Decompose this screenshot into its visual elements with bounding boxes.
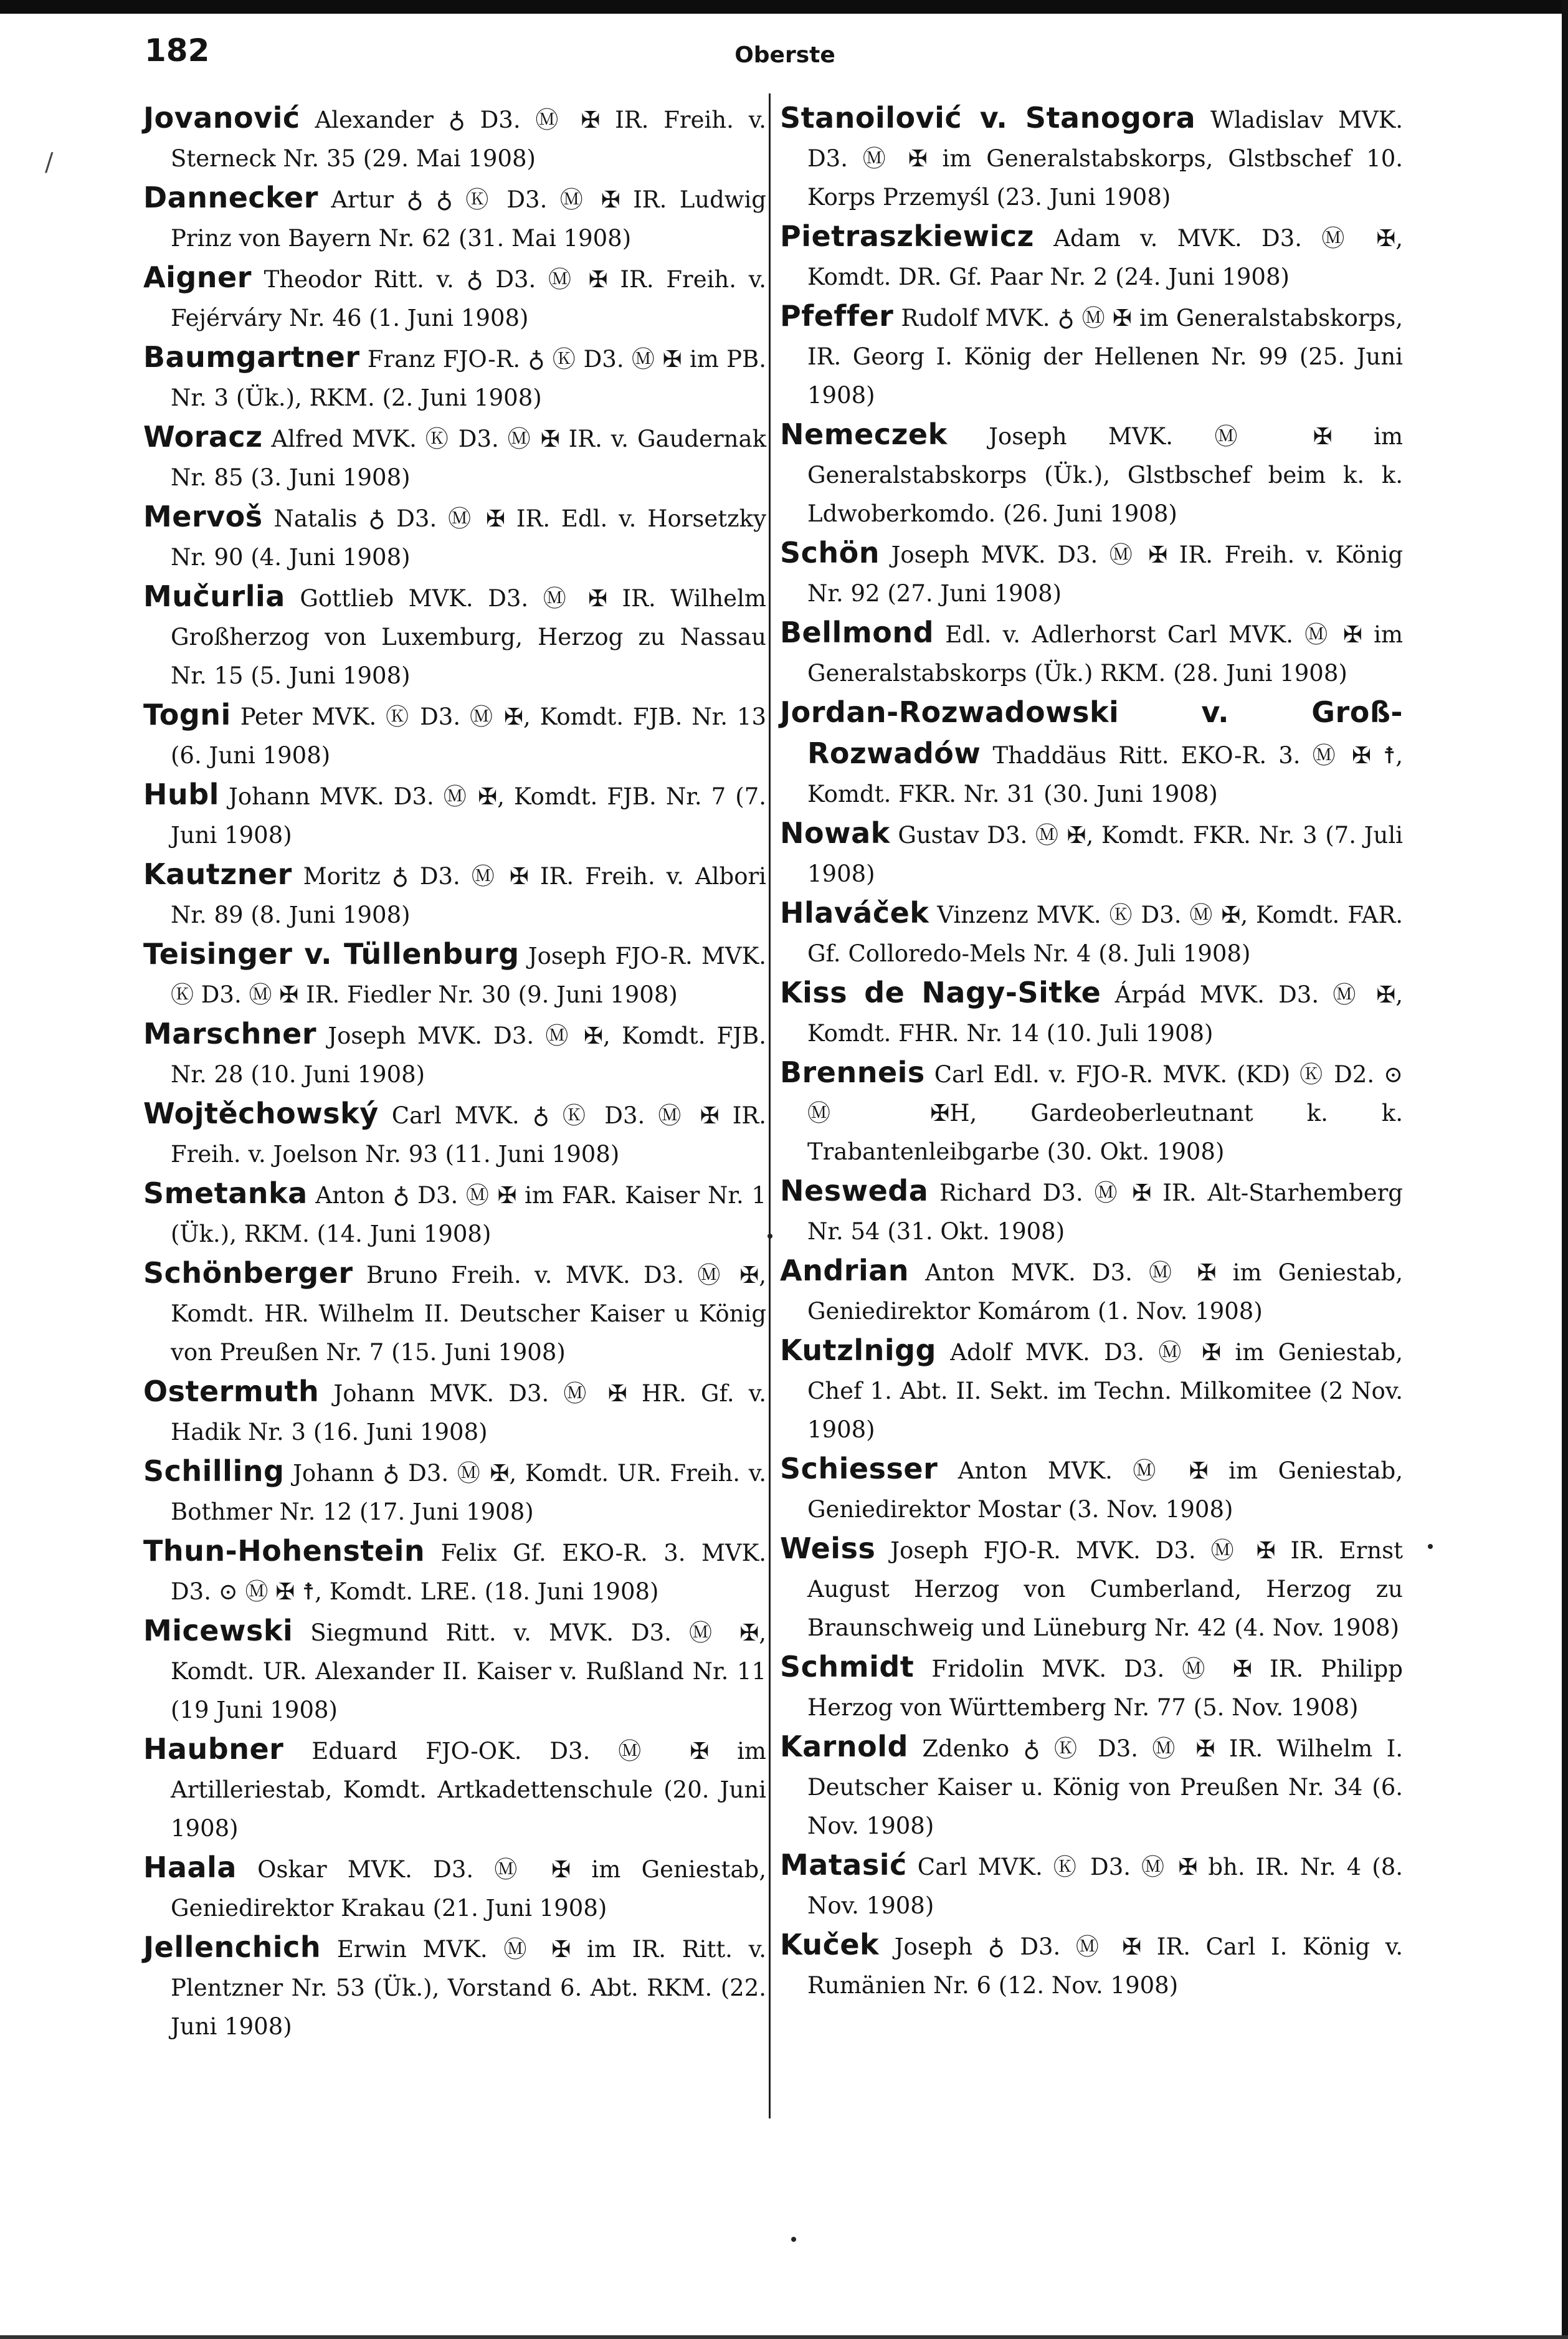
entry-text: Theodor Ritt. v. ♁ D3. Ⓜ ✠ IR. Freih. v. Fejérváry Nr. 46 (1. Juni 1908) [171, 266, 766, 331]
entry-text: Joseph MVK. D3. Ⓜ ✠ IR. Freih. v. König Nr. 92 (27. Juni 1908) [807, 541, 1403, 607]
left-column [143, 98, 766, 2046]
entry-text: Carl MVK. Ⓚ D3. Ⓜ ✠ bh. IR. Nr. 4 (8. Nov. 1908) [807, 1854, 1403, 1919]
register-entry [780, 973, 1403, 1053]
register-entry [780, 1846, 1403, 1925]
entry-text: Richard D3. Ⓜ ✠ IR. Alt-Starhemberg Nr. 54 (31. Okt. 1908) [807, 1179, 1403, 1245]
entry-name: Haala [143, 1851, 237, 1884]
entry-text: Gustav D3. Ⓜ ✠, Komdt. FKR. Nr. 3 (7. Juli 1908) [807, 822, 1403, 887]
entry-name: Aigner [143, 260, 252, 294]
entry-name: Jellenchich [143, 1930, 321, 1964]
register-entry [780, 1449, 1403, 1529]
register-entry [780, 297, 1403, 415]
entry-name: Hlaváček [780, 896, 929, 930]
register-entry [143, 1452, 766, 1532]
entry-name: Matasić [780, 1848, 907, 1882]
register-entry [780, 1647, 1403, 1727]
entry-text: Oskar MVK. D3. Ⓜ ✠ im Geniestab, Geniedirektor Krakau (21. Juni 1908) [171, 1856, 766, 1922]
register-entry [780, 415, 1403, 533]
entry-text: Erwin MVK. Ⓜ ✠ im IR. Ritt. v. Plentzner Nr. 53 (Ük.), Vorstand 6. Abt. RKM. (22. Juni 1908) [171, 1936, 766, 2040]
entry-name: Pfeffer [780, 299, 894, 333]
register-entry [780, 1925, 1403, 2005]
register-entry [143, 1848, 766, 1928]
register-entry [143, 497, 766, 577]
entry-text: Joseph MVK. D3. Ⓜ ✠, Komdt. FJB. Nr. 28 (10. Juni 1908) [171, 1022, 766, 1088]
entry-text: Bruno Freih. v. MVK. D3. Ⓜ ✠, Komdt. HR. Wilhelm II. Deutscher Kaiser u König von Preußen Nr. 7 (15. Juni 1908) [171, 1262, 766, 1366]
entry-name: Dannecker [143, 181, 318, 214]
print-speck [1428, 1544, 1433, 1549]
entry-name: Haubner [143, 1732, 284, 1766]
entry-name: Schiesser [780, 1452, 938, 1485]
entry-name: Schön [780, 536, 880, 569]
entry-text: Felix Gf. EKO-R. 3. MVK. D3. ⊙ Ⓜ ✠ ☨, Komdt. LRE. (18. Juni 1908) [171, 1540, 766, 1605]
register-entry [143, 1928, 766, 2046]
register-entry [780, 613, 1403, 693]
scan-border-bottom [0, 2335, 1568, 2339]
register-entry [780, 1171, 1403, 1251]
entry-name: Kuček [780, 1928, 880, 1961]
register-entry [780, 1053, 1403, 1171]
register-entry [780, 693, 1403, 814]
entry-name: Ostermuth [143, 1374, 320, 1408]
register-entry [780, 1727, 1403, 1846]
entry-text: Johann MVK. D3. Ⓜ ✠, Komdt. FJB. Nr. 7 (7. Juni 1908) [171, 783, 766, 849]
entry-name: Jovanović [143, 101, 300, 135]
entry-name: Nowak [780, 816, 890, 850]
entry-name: Smetanka [143, 1176, 308, 1210]
entry-name: Pietraszkiewicz [780, 219, 1034, 253]
entry-text: Anton ♁ D3. Ⓜ ✠ im FAR. Kaiser Nr. 1 (Ük.), RKM. (14. Juni 1908) [171, 1182, 766, 1247]
register-entry [780, 217, 1403, 297]
entry-name: Karnold [780, 1730, 908, 1763]
register-entry [143, 338, 766, 417]
register-entry [143, 1372, 766, 1452]
register-entry [143, 258, 766, 338]
entry-text: Franz FJO-R. ♁ Ⓚ D3. Ⓜ ✠ im PB. Nr. 3 (Ük.), RKM. (2. Juni 1908) [171, 346, 766, 411]
register-entry [780, 1251, 1403, 1331]
entry-text: Rudolf MVK. ♁ Ⓜ ✠ im Generalstabskorps, IR. Georg I. König der Hellenen Nr. 99 (25. Juni 1908) [807, 305, 1403, 409]
entry-name: Stanoilović v. Stanogora [780, 101, 1196, 135]
entry-text: Moritz ♁ D3. Ⓜ ✠ IR. Freih. v. Albori Nr. 89 (8. Juni 1908) [171, 863, 766, 928]
entry-text: Carl MVK. ♁ Ⓚ D3. Ⓜ ✠ IR. Freih. v. Joelson Nr. 93 (11. Juni 1908) [171, 1102, 766, 1168]
entry-text: Joseph FJO-R. MVK. Ⓚ D3. Ⓜ ✠ IR. Fiedler Nr. 30 (9. Juni 1908) [171, 943, 766, 1008]
register-entry [143, 935, 766, 1014]
entry-text: Joseph MVK. Ⓜ ✠ im Generalstabskorps (Ük.), Glstbschef beim k. k. Ldwoberkomdo. (26. Juni 1908) [807, 423, 1403, 527]
entry-name: Wojtěchowský [143, 1097, 379, 1130]
entry-name: Kutzlnigg [780, 1333, 936, 1367]
entry-text: Carl Edl. v. FJO-R. MVK. (KD) Ⓚ D2. ⊙ Ⓜ ✠H, Gardeoberleutnant k. k. Trabantenleibgarbe (30. Okt. 1908) [807, 1061, 1403, 1165]
entry-text: Vinzenz MVK. Ⓚ D3. Ⓜ ✠, Komdt. FAR. Gf. Colloredo-Mels Nr. 4 (8. Juli 1908) [807, 902, 1403, 967]
register-entry [143, 577, 766, 695]
entry-text: Adolf MVK. D3. Ⓜ ✠ im Geniestab, Chef 1. Abt. II. Sekt. im Techn. Milkomitee (2 Nov. 1908) [807, 1339, 1403, 1443]
entry-text: Siegmund Ritt. v. MVK. D3. Ⓜ ✠, Komdt. UR. Alexander II. Kaiser v. Rußland Nr. 11 (19 Juni 1908) [171, 1619, 766, 1723]
register-entry [143, 775, 766, 855]
entry-text: Thaddäus Ritt. EKO-R. 3. Ⓜ ✠ ☨, Komdt. FKR. Nr. 31 (30. Juni 1908) [807, 742, 1403, 807]
register-entry [780, 98, 1403, 217]
scan-border-top [0, 0, 1568, 14]
entry-text: Joseph ♁ D3. Ⓜ ✠ IR. Carl I. König v. Rumänien Nr. 6 (12. Nov. 1908) [807, 1933, 1403, 1999]
register-entry [143, 1014, 766, 1094]
entry-text: Wladislav MVK. D3. Ⓜ ✠ im Generalstabskorps, Glstbschef 10. Korps Przemyśl (23. Juni 1908) [807, 107, 1403, 211]
entry-name: Togni [143, 698, 231, 731]
entry-name: Teisinger v. Tüllenburg [143, 937, 520, 971]
entry-text: Johann ♁ D3. Ⓜ ✠, Komdt. UR. Freih. v. Bothmer Nr. 12 (17. Juni 1908) [171, 1460, 766, 1525]
scan-border-right [1562, 0, 1568, 2339]
entry-name: Kiss de Nagy-Sitke [780, 976, 1101, 1009]
register-entry [143, 178, 766, 258]
register-entry [780, 1529, 1403, 1647]
entry-name: Hubl [143, 778, 219, 811]
register-entry [143, 1611, 766, 1730]
running-head: Oberste [734, 42, 835, 68]
register-entry [780, 814, 1403, 893]
entry-name: Andrian [780, 1254, 910, 1287]
entry-text: Johann MVK. D3. Ⓜ ✠ HR. Gf. v. Hadik Nr. 3 (16. Juni 1908) [171, 1380, 766, 1446]
entry-name: Schmidt [780, 1650, 915, 1684]
entry-name: Jordan-Rozwadowski v. Groß-Rozwadów [780, 695, 1403, 770]
entry-name: Baumgartner [143, 340, 360, 374]
entry-text: Anton MVK. Ⓜ ✠ im Geniestab, Geniedirektor Mostar (3. Nov. 1908) [807, 1457, 1403, 1523]
entry-name: Woracz [143, 420, 263, 454]
entry-text: Alfred MVK. Ⓚ D3. Ⓜ ✠ IR. v. Gaudernak Nr. 85 (3. Juni 1908) [171, 426, 766, 491]
column-divider [769, 93, 771, 2118]
entry-name: Nemeczek [780, 417, 948, 451]
entry-name: Thun-Hohenstein [143, 1534, 425, 1568]
entry-text: Edl. v. Adlerhorst Carl MVK. Ⓜ ✠ im Generalstabskorps (Ük.) RKM. (28. Juni 1908) [807, 621, 1403, 687]
register-entry [143, 1730, 766, 1848]
entry-text: Joseph FJO-R. MVK. D3. Ⓜ ✠ IR. Ernst August Herzog von Cumberland, Herzog zu Braunschweig und Lüneburg Nr. 42 (4. Nov. 1908) [807, 1537, 1403, 1641]
register-entry [780, 533, 1403, 613]
entry-text: Gottlieb MVK. D3. Ⓜ ✠ IR. Wilhelm Großherzog von Luxemburg, Herzog zu Nassau Nr. 15 (5. Juni 1908) [171, 585, 766, 689]
entry-text: Adam v. MVK. D3. Ⓜ ✠, Komdt. DR. Gf. Paar Nr. 2 (24. Juni 1908) [807, 225, 1403, 290]
entry-name: Weiss [780, 1532, 876, 1565]
entry-text: Natalis ♁ D3. Ⓜ ✠ IR. Edl. v. Horsetzky Nr. 90 (4. Juni 1908) [171, 505, 766, 571]
right-column [780, 98, 1403, 2005]
page-number: 182 [145, 32, 210, 69]
register-entry [780, 1331, 1403, 1449]
entry-name: Kautzner [143, 857, 292, 891]
register-entry [143, 1254, 766, 1372]
entry-name: Mučurlia [143, 579, 285, 613]
entry-name: Schönberger [143, 1256, 353, 1290]
entry-text: Anton MVK. D3. Ⓜ ✠ im Geniestab, Geniedirektor Komárom (1. Nov. 1908) [807, 1259, 1403, 1325]
register-entry [143, 1532, 766, 1611]
entry-name: Micewski [143, 1614, 293, 1647]
register-entry [143, 1174, 766, 1254]
entry-name: Marschner [143, 1017, 317, 1050]
register-entry [143, 417, 766, 497]
entry-name: Bellmond [780, 616, 934, 649]
entry-text: Alexander ♁ D3. Ⓜ ✠ IR. Freih. v. Sterneck Nr. 35 (29. Mai 1908) [171, 107, 766, 172]
entry-text: Árpád MVK. D3. Ⓜ ✠, Komdt. FHR. Nr. 14 (10. Juli 1908) [807, 981, 1403, 1047]
register-entry [143, 98, 766, 178]
register-entry [143, 1094, 766, 1174]
entry-name: Schilling [143, 1454, 285, 1488]
entry-text: Artur ♁ ♁ Ⓚ D3. Ⓜ ✠ IR. Ludwig Prinz von Bayern Nr. 62 (31. Mai 1908) [171, 186, 766, 252]
entry-name: Brenneis [780, 1055, 925, 1089]
register-entry [143, 855, 766, 935]
entry-name: Nesweda [780, 1174, 929, 1208]
entry-text: Eduard FJO-OK. D3. Ⓜ ✠ im Artilleriestab, Komdt. Artkadettenschule (20. Juni 1908) [171, 1738, 766, 1842]
margin-mark: / [45, 148, 54, 177]
entry-text: Zdenko ♁ Ⓚ D3. Ⓜ ✠ IR. Wilhelm I. Deutscher Kaiser u. König von Preußen Nr. 34 (6. Nov. 1908) [807, 1735, 1403, 1839]
register-entry [780, 893, 1403, 973]
print-speck [791, 2237, 796, 2242]
register-entry [143, 695, 766, 775]
entry-text: Fridolin MVK. D3. Ⓜ ✠ IR. Philipp Herzog von Württemberg Nr. 77 (5. Nov. 1908) [807, 1655, 1403, 1721]
entry-name: Mervoš [143, 500, 263, 533]
entry-text: Peter MVK. Ⓚ D3. Ⓜ ✠, Komdt. FJB. Nr. 13 (6. Juni 1908) [171, 703, 766, 769]
